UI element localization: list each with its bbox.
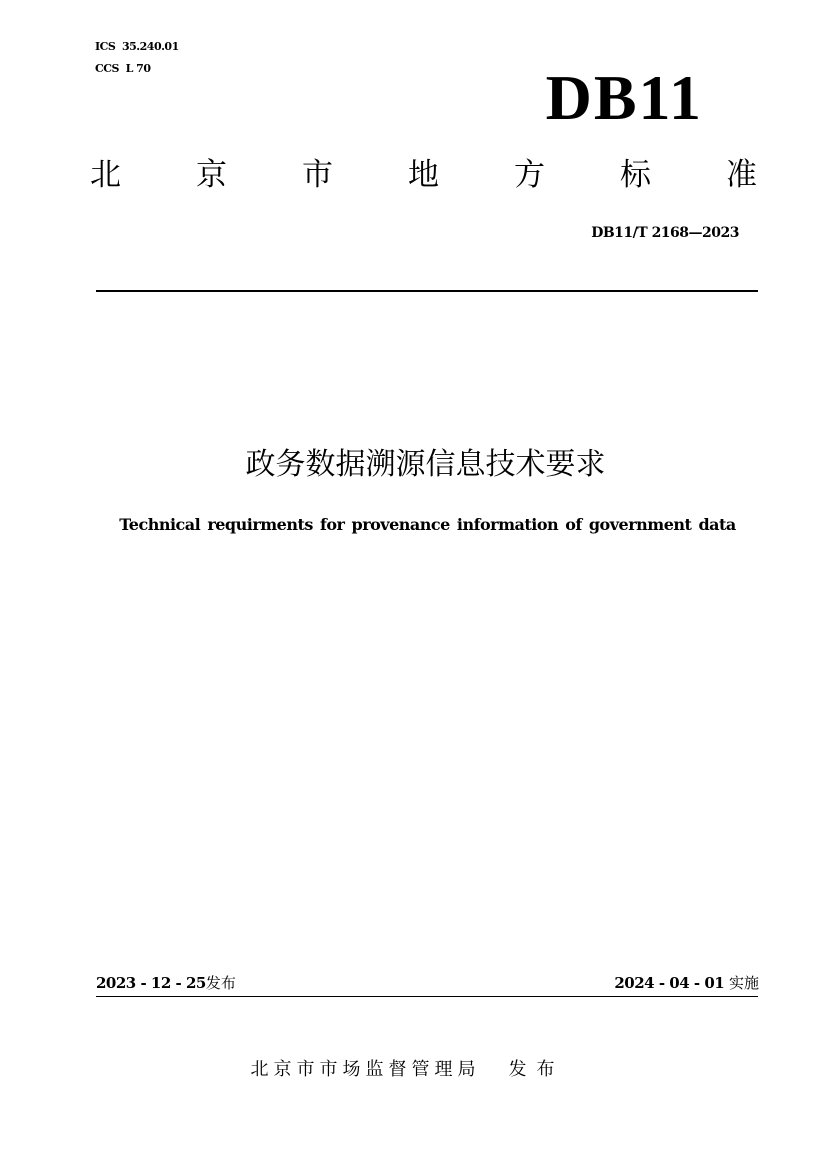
issuer-name: 北京市市场监督管理局 <box>250 1059 481 1080</box>
db-standard-mark: DB11 <box>545 62 703 133</box>
issuing-authority <box>0 1055 815 1081</box>
standard-type-char: 方 <box>514 157 545 193</box>
ccs-code: CCS L 70 <box>95 62 151 75</box>
standard-type-title <box>90 157 757 193</box>
standard-type-char: 京 <box>196 157 227 193</box>
standard-number: DB11/T 2168—2023 <box>591 225 739 241</box>
standard-type-char: 地 <box>408 157 439 193</box>
document-title-chinese: 政务数据溯源信息技术要求 <box>245 447 606 482</box>
standard-type-char: 标 <box>620 157 651 193</box>
standard-type-char: 北 <box>90 157 121 193</box>
implement-date-block <box>614 974 759 992</box>
footer-divider <box>96 996 758 997</box>
header-divider <box>96 290 758 292</box>
standard-type-char: 准 <box>726 157 757 193</box>
issuer-action: 发布 <box>508 1059 565 1080</box>
implement-label: 实施 <box>728 974 759 992</box>
publish-date-block <box>96 974 236 992</box>
publish-date: 2023 - 12 - 25 <box>96 974 206 992</box>
implement-date: 2024 - 04 - 01 <box>614 974 725 992</box>
document-title-english: Technical requirments for provenance information of government data <box>119 515 736 534</box>
standard-type-char: 市 <box>302 157 333 193</box>
publish-label: 发布 <box>205 974 236 992</box>
ics-code: ICS 35.240.01 <box>95 40 179 53</box>
